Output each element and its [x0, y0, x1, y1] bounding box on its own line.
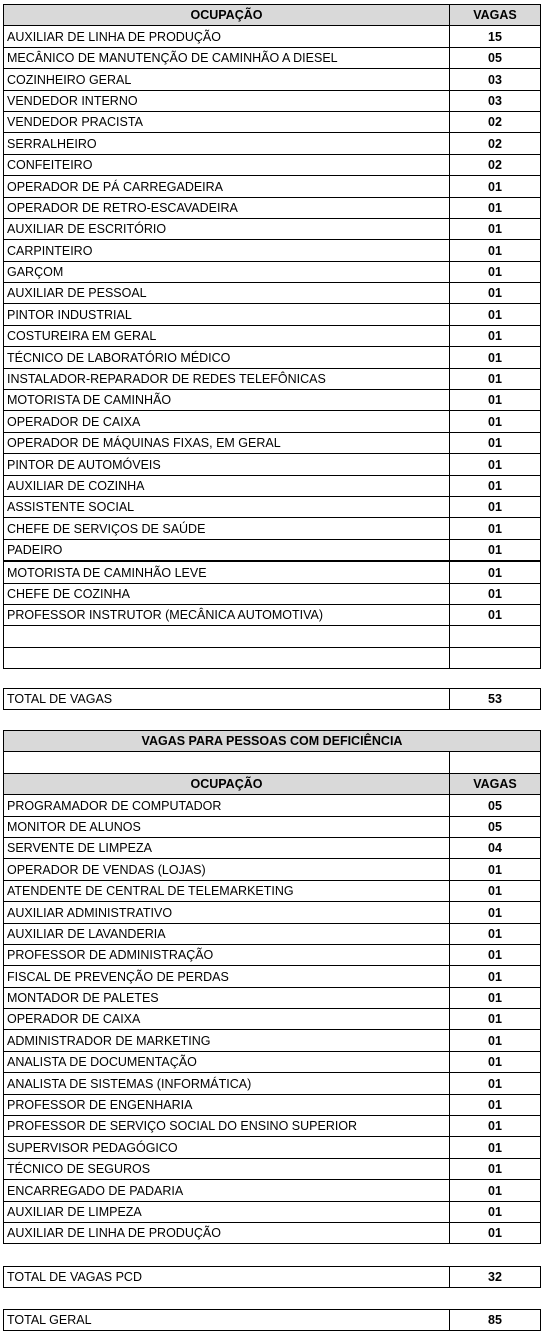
pcd-vacancies-column-header: VAGAS: [450, 773, 541, 794]
occupation-cell: PADEIRO: [4, 539, 450, 561]
table-row: [4, 816, 541, 837]
vacancies-cell: 01: [450, 218, 541, 239]
table-row: [4, 859, 541, 880]
occupation-cell: AUXILIAR DE ESCRITÓRIO: [4, 218, 450, 239]
table-row: [4, 604, 541, 625]
empty-cell: [4, 752, 450, 773]
vacancies-cell: 01: [450, 1137, 541, 1158]
vacancies-cell: 01: [450, 304, 541, 325]
vacancies-cell: 01: [450, 902, 541, 923]
vacancies-cell: 01: [450, 1094, 541, 1115]
occupation-cell: OPERADOR DE PÁ CARREGADEIRA: [4, 176, 450, 197]
occupation-cell: ENCARREGADO DE PADARIA: [4, 1180, 450, 1201]
total-vacancies-table: [3, 688, 541, 710]
table-row: [4, 944, 541, 965]
table-row: [4, 1201, 541, 1222]
total-pcd-row: [4, 1267, 541, 1288]
occupation-cell: PROFESSOR DE ENGENHARIA: [4, 1094, 450, 1115]
table-row: [4, 795, 541, 816]
table-row: [4, 133, 541, 154]
table-row: [4, 368, 541, 389]
empty-row: [4, 647, 541, 668]
pcd-vacancies-table: [3, 730, 541, 1244]
vacancies-cell: 01: [450, 283, 541, 304]
vacancies-cell: 01: [450, 880, 541, 901]
occupation-cell: SERRALHEIRO: [4, 133, 450, 154]
occupation-cell: ADMINISTRADOR DE MARKETING: [4, 1030, 450, 1051]
table-row: [4, 583, 541, 604]
occupation-cell: ANALISTA DE SISTEMAS (INFORMÁTICA): [4, 1073, 450, 1094]
occupation-cell: SUPERVISOR PEDAGÓGICO: [4, 1137, 450, 1158]
table-row: [4, 347, 541, 368]
pcd-occupation-column-header: OCUPAÇÃO: [4, 773, 450, 794]
vacancies-cell: 01: [450, 454, 541, 475]
vacancies-cell: 01: [450, 1030, 541, 1051]
table-row: [4, 923, 541, 944]
vacancies-cell: 01: [450, 1116, 541, 1137]
table-row: [4, 47, 541, 68]
occupation-cell: VENDEDOR INTERNO: [4, 90, 450, 111]
vacancies-cell: 01: [450, 325, 541, 346]
table-row: [4, 432, 541, 453]
vacancies-table: [3, 4, 541, 669]
table-row: [4, 518, 541, 539]
table-row: [4, 218, 541, 239]
total-vacancies-label: TOTAL DE VAGAS: [4, 689, 450, 710]
table-row: [4, 561, 541, 583]
vacancies-cell: 01: [450, 966, 541, 987]
vacancies-cell: 05: [450, 795, 541, 816]
table-row: [4, 966, 541, 987]
occupation-cell: FISCAL DE PREVENÇÃO DE PERDAS: [4, 966, 450, 987]
vacancies-cell: 01: [450, 859, 541, 880]
vacancies-cell: 03: [450, 69, 541, 90]
occupation-cell: AUXILIAR DE LAVANDERIA: [4, 923, 450, 944]
occupation-cell: SERVENTE DE LIMPEZA: [4, 837, 450, 858]
vacancies-cell: 02: [450, 133, 541, 154]
vacancies-cell: 01: [450, 1180, 541, 1201]
vacancies-cell: 01: [450, 1009, 541, 1030]
table-row: [4, 176, 541, 197]
vacancies-cell: 01: [450, 987, 541, 1008]
vacancies-cell: 01: [450, 539, 541, 561]
empty-cell: [4, 647, 450, 668]
table-row: [4, 411, 541, 432]
vacancies-cell: 01: [450, 411, 541, 432]
table-row: [4, 987, 541, 1008]
occupation-cell: PROGRAMADOR DE COMPUTADOR: [4, 795, 450, 816]
vacancies-cell: 01: [450, 475, 541, 496]
occupation-cell: MECÂNICO DE MANUTENÇÃO DE CAMINHÃO A DIESEL: [4, 47, 450, 68]
occupation-cell: MONITOR DE ALUNOS: [4, 816, 450, 837]
table-row: [4, 261, 541, 282]
occupation-cell: TÉCNICO DE SEGUROS: [4, 1158, 450, 1179]
table-row: [4, 240, 541, 261]
occupation-cell: PROFESSOR DE SERVIÇO SOCIAL DO ENSINO SUPERIOR: [4, 1116, 450, 1137]
occupation-cell: COSTUREIRA EM GERAL: [4, 325, 450, 346]
vacancies-cell: 01: [450, 518, 541, 539]
table-row: [4, 1116, 541, 1137]
vacancies-cell: 01: [450, 261, 541, 282]
table-row: [4, 902, 541, 923]
table-header-row: [4, 5, 541, 26]
occupation-cell: GARÇOM: [4, 261, 450, 282]
occupation-cell: AUXILIAR DE LINHA DE PRODUÇÃO: [4, 1222, 450, 1243]
vacancies-cell: 01: [450, 944, 541, 965]
occupation-cell: ASSISTENTE SOCIAL: [4, 496, 450, 517]
grand-total-value: 85: [450, 1310, 541, 1331]
table-row: [4, 454, 541, 475]
occupation-cell: MONTADOR DE PALETES: [4, 987, 450, 1008]
table-row: [4, 283, 541, 304]
occupation-cell: ATENDENTE DE CENTRAL DE TELEMARKETING: [4, 880, 450, 901]
table-row: [4, 1180, 541, 1201]
vacancies-cell: 01: [450, 390, 541, 411]
occupation-cell: MOTORISTA DE CAMINHÃO: [4, 390, 450, 411]
occupation-cell: CHEFE DE COZINHA: [4, 583, 450, 604]
total-pcd-value: 32: [450, 1267, 541, 1288]
total-pcd-table: [3, 1266, 541, 1288]
vacancies-cell: 15: [450, 26, 541, 47]
table-row: [4, 1137, 541, 1158]
grand-total-label: TOTAL GERAL: [4, 1310, 450, 1331]
vacancies-table-body: [4, 26, 541, 669]
table-row: [4, 1222, 541, 1243]
occupation-cell: TÉCNICO DE LABORATÓRIO MÉDICO: [4, 347, 450, 368]
empty-cell: [4, 626, 450, 647]
table-row: [4, 880, 541, 901]
table-row: [4, 1051, 541, 1072]
pcd-title-row: [4, 731, 541, 752]
occupation-cell: OPERADOR DE CAIXA: [4, 411, 450, 432]
occupation-cell: PROFESSOR DE ADMINISTRAÇÃO: [4, 944, 450, 965]
table-row: [4, 1158, 541, 1179]
table-row: [4, 304, 541, 325]
table-row: [4, 1073, 541, 1094]
vacancies-cell: 01: [450, 923, 541, 944]
occupation-cell: OPERADOR DE VENDAS (LOJAS): [4, 859, 450, 880]
occupation-cell: AUXILIAR DE LIMPEZA: [4, 1201, 450, 1222]
vacancies-cell: 01: [450, 432, 541, 453]
vacancies-cell: 01: [450, 583, 541, 604]
occupation-cell: AUXILIAR DE LINHA DE PRODUÇÃO: [4, 26, 450, 47]
table-row: [4, 154, 541, 175]
occupation-cell: MOTORISTA DE CAMINHÃO LEVE: [4, 561, 450, 583]
grand-total-row: [4, 1310, 541, 1331]
occupation-cell: COZINHEIRO GERAL: [4, 69, 450, 90]
vacancies-cell: 02: [450, 111, 541, 132]
vacancies-cell: 01: [450, 561, 541, 583]
occupation-cell: AUXILIAR DE COZINHA: [4, 475, 450, 496]
vacancies-cell: 01: [450, 1158, 541, 1179]
total-vacancies-row: [4, 689, 541, 710]
vacancies-cell: 01: [450, 604, 541, 625]
occupation-cell: PROFESSOR INSTRUTOR (MECÂNICA AUTOMOTIVA): [4, 604, 450, 625]
table-row: [4, 475, 541, 496]
empty-cell: [450, 647, 541, 668]
table-row: [4, 1009, 541, 1030]
vacancies-cell: 04: [450, 837, 541, 858]
vacancies-cell: 05: [450, 47, 541, 68]
table-row: [4, 1094, 541, 1115]
table-row: [4, 26, 541, 47]
table-row: [4, 390, 541, 411]
total-vacancies-value: 53: [450, 689, 541, 710]
table-row: [4, 539, 541, 561]
occupation-cell: CARPINTEIRO: [4, 240, 450, 261]
vacancies-cell: 02: [450, 154, 541, 175]
vacancies-cell: 01: [450, 176, 541, 197]
vacancies-column-header: VAGAS: [450, 5, 541, 26]
vacancies-cell: 01: [450, 368, 541, 389]
vacancies-cell: 01: [450, 240, 541, 261]
occupation-cell: OPERADOR DE RETRO-ESCAVADEIRA: [4, 197, 450, 218]
occupation-cell: INSTALADOR-REPARADOR DE REDES TELEFÔNICAS: [4, 368, 450, 389]
occupation-column-header: OCUPAÇÃO: [4, 5, 450, 26]
occupation-cell: OPERADOR DE MÁQUINAS FIXAS, EM GERAL: [4, 432, 450, 453]
table-row: [4, 496, 541, 517]
grand-total-table: [3, 1309, 541, 1331]
table-row: [4, 90, 541, 111]
table-row: [4, 69, 541, 90]
vacancies-cell: 01: [450, 197, 541, 218]
vacancies-cell: 01: [450, 1222, 541, 1243]
table-row: [4, 111, 541, 132]
vacancies-cell: 01: [450, 1201, 541, 1222]
empty-row: [4, 626, 541, 647]
pcd-blank-row: [4, 752, 541, 773]
vacancies-cell: 01: [450, 1051, 541, 1072]
occupation-cell: PINTOR INDUSTRIAL: [4, 304, 450, 325]
vacancies-cell: 05: [450, 816, 541, 837]
occupation-cell: CHEFE DE SERVIÇOS DE SAÚDE: [4, 518, 450, 539]
occupation-cell: CONFEITEIRO: [4, 154, 450, 175]
table-row: [4, 837, 541, 858]
vacancies-cell: 01: [450, 496, 541, 517]
occupation-cell: AUXILIAR DE PESSOAL: [4, 283, 450, 304]
occupation-cell: VENDEDOR PRACISTA: [4, 111, 450, 132]
table-row: [4, 1030, 541, 1051]
pcd-table-header-row: [4, 773, 541, 794]
total-pcd-label: TOTAL DE VAGAS PCD: [4, 1267, 450, 1288]
occupation-cell: PINTOR DE AUTOMÓVEIS: [4, 454, 450, 475]
empty-cell: [450, 626, 541, 647]
occupation-cell: OPERADOR DE CAIXA: [4, 1009, 450, 1030]
pcd-vacancies-table-body: [4, 795, 541, 1244]
table-row: [4, 325, 541, 346]
pcd-section-title: VAGAS PARA PESSOAS COM DEFICIÊNCIA: [4, 731, 541, 752]
occupation-cell: ANALISTA DE DOCUMENTAÇÃO: [4, 1051, 450, 1072]
empty-cell: [450, 752, 541, 773]
vacancies-cell: 01: [450, 347, 541, 368]
vacancies-cell: 03: [450, 90, 541, 111]
table-row: [4, 197, 541, 218]
occupation-cell: AUXILIAR ADMINISTRATIVO: [4, 902, 450, 923]
vacancies-cell: 01: [450, 1073, 541, 1094]
